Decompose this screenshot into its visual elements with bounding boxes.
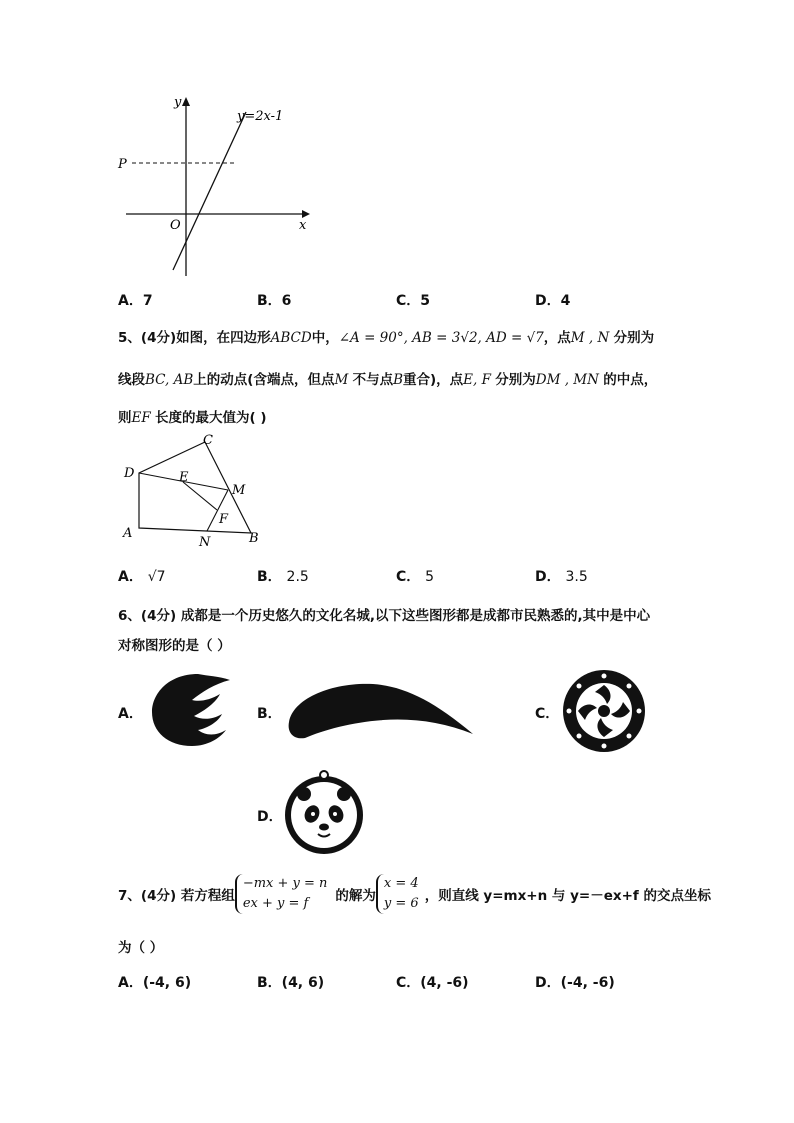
q7-line-2: 为（ ） [118, 940, 164, 956]
q6-line-1: 6、(4分) 成都是一个历史悠久的文化名城,以下这些图形都是成都市民熟悉的,其中是中心 [118, 608, 651, 624]
q5-option-d[interactable]: D． 3.5 [535, 569, 588, 585]
label-m: M [232, 483, 246, 498]
y-axis-label: y [174, 95, 182, 110]
swoosh-emblem-image[interactable] [283, 678, 475, 742]
x-axis-arrow [302, 210, 310, 218]
linear-function-graph [110, 90, 320, 285]
q5-line-2: 线段BC, AB上的动点(含端点，但点M 不与点B重合)，点E, F 分别为DM , MN 的中点， [118, 372, 658, 388]
point-p-label: P [118, 157, 127, 172]
q5-line-3: 则EF 长度的最大值为( ) [118, 410, 267, 426]
q6-line-2: 对称图形的是（ ） [118, 638, 231, 654]
equation-system: −mx + y = n ex + y = f [235, 874, 332, 914]
label-d: D [124, 466, 135, 481]
label-a: A [123, 526, 133, 541]
q7-option-b[interactable]: B．(4, 6) [257, 975, 325, 991]
q6-option-c-label[interactable]: C． [535, 706, 560, 722]
solution-system: x = 4 y = 6 [376, 874, 423, 914]
q4-option-a[interactable]: A．7 [118, 293, 153, 309]
q7-option-a[interactable]: A．(-4, 6) [118, 975, 192, 991]
label-n: N [199, 535, 211, 550]
x-axis-label: x [299, 218, 307, 233]
flame-emblem-image[interactable] [148, 670, 236, 750]
line-equation-label: y=2x-1 [237, 109, 284, 124]
q5-line-1: 5、(4分)如图，在四边形ABCD中，∠A = 90°, AB = 3√2, AD = √7，点M , N 分别为 [118, 330, 655, 346]
q6-option-d-label[interactable]: D． [257, 809, 283, 825]
q4-option-b[interactable]: B．6 [257, 293, 292, 309]
function-line [173, 112, 246, 270]
label-f: F [219, 512, 229, 527]
q4-option-c[interactable]: C．5 [396, 293, 431, 309]
q7-option-c[interactable]: C．(4, -6) [396, 975, 469, 991]
q5-option-b[interactable]: B． 2.5 [257, 569, 309, 585]
label-c: C [203, 433, 213, 448]
panda-emblem-image[interactable] [282, 770, 366, 856]
label-b: B [249, 531, 259, 546]
segment-ef [183, 482, 217, 510]
q5-option-c[interactable]: C． 5 [396, 569, 435, 585]
q7-option-d[interactable]: D．(-4, -6) [535, 975, 615, 991]
sun-bird-emblem-image[interactable] [561, 668, 647, 754]
q6-option-a-label[interactable]: A． [118, 706, 143, 722]
label-e: E [179, 470, 189, 485]
y-axis-arrow [182, 97, 190, 106]
quadrilateral-figure [115, 430, 275, 550]
q5-option-a[interactable]: A． √7 [118, 569, 166, 585]
q7-line-1: 7、(4分) 若方程组 −mx + y = n ex + y = f 的解为 x = 4 y = 6 ，则直线 y=mx+n 与 y=－ex+f 的交点坐标 [118, 874, 711, 914]
q4-option-d[interactable]: D．4 [535, 293, 571, 309]
origin-label: O [170, 218, 181, 233]
q6-option-b-label[interactable]: B． [257, 706, 282, 722]
